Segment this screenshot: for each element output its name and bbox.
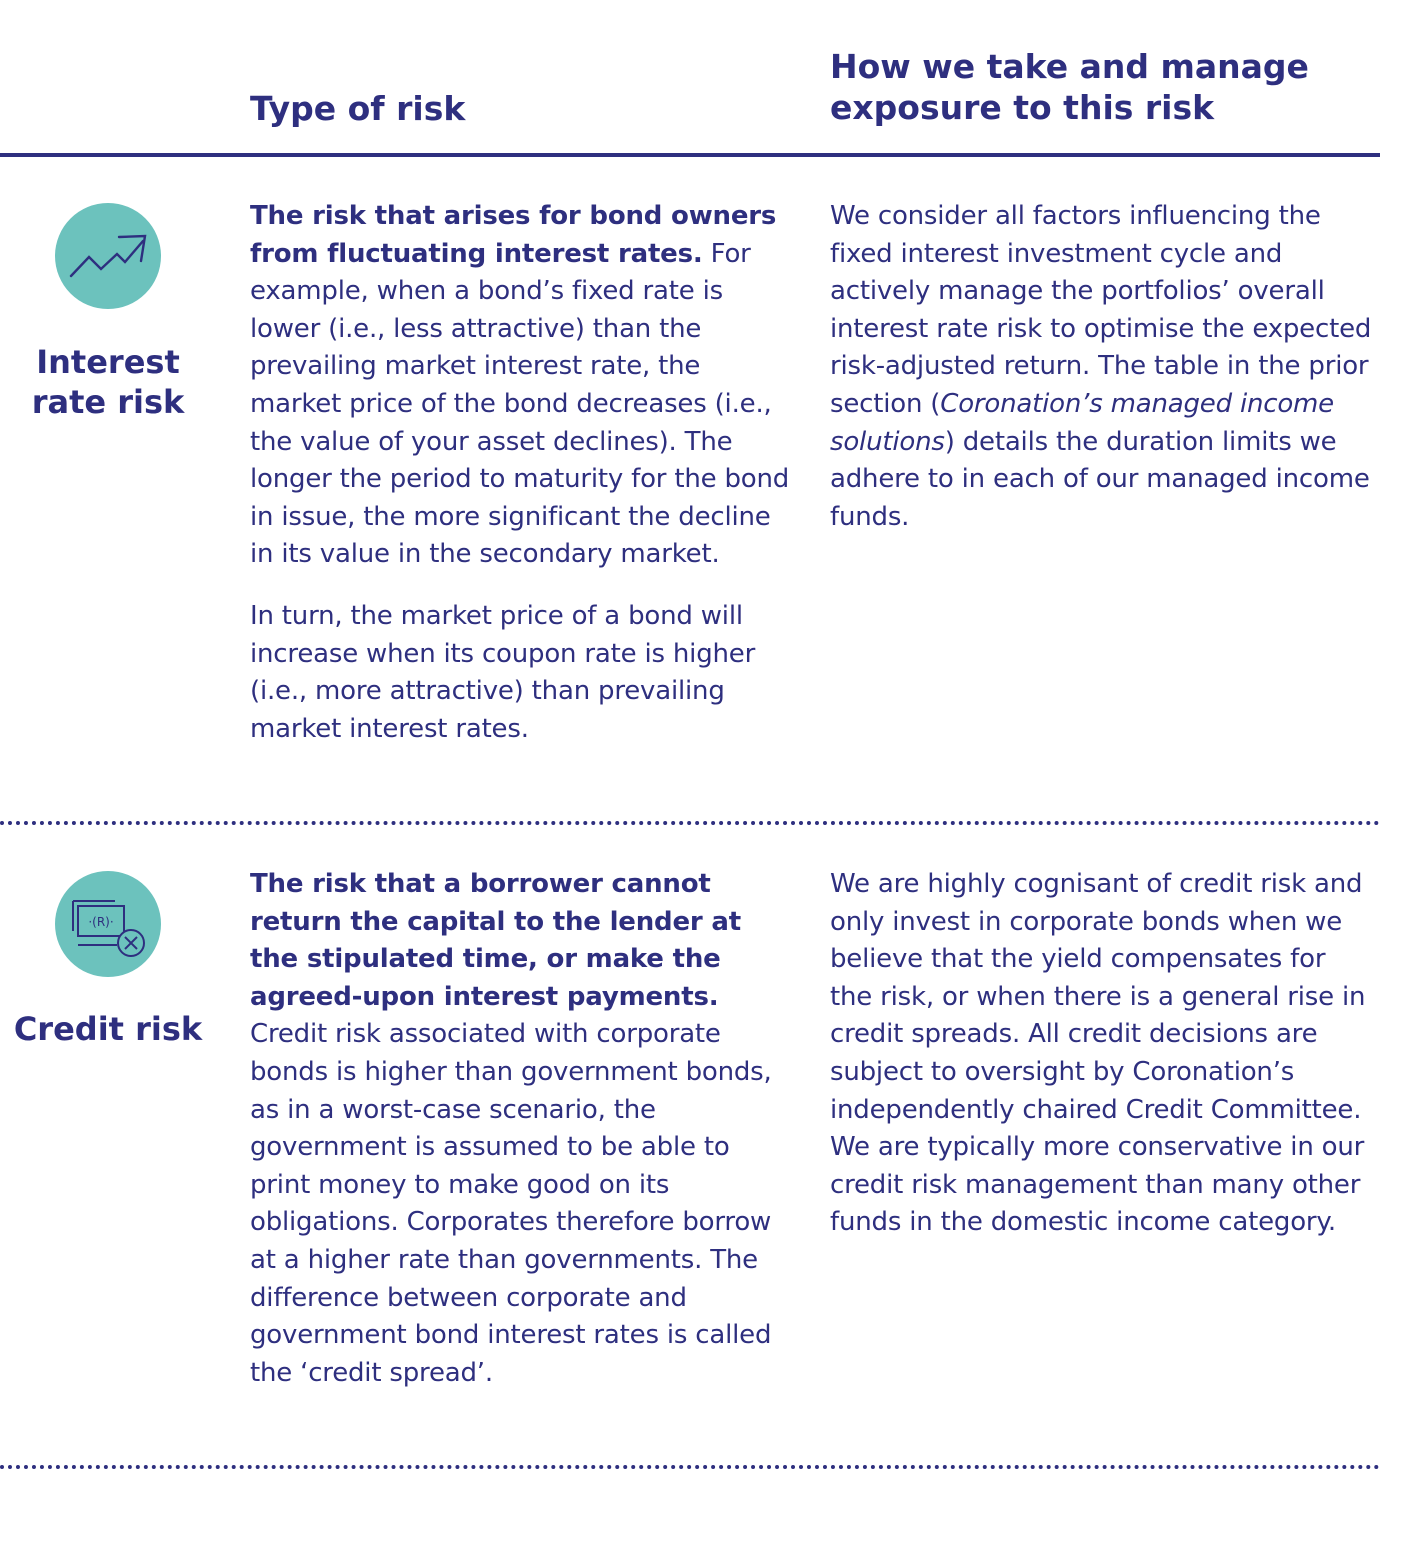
row-divider-1 [0, 821, 1380, 825]
interest-rate-management-text [830, 198, 1375, 536]
risk-name-interest-rate-line2: rate risk [31, 383, 185, 421]
credit-risk-icon-circle [55, 871, 161, 977]
column-header-how-we-manage-line1: How we take and manage [830, 47, 1309, 86]
credit-type-description [250, 866, 790, 1392]
credit-type-body: Credit risk associated with corporate bonds is higher than government bonds, as in a worst-case scenario, the government is assumed to be able to print money to make good on its obligations. Corporates therefore borrow at a higher rate than governments. The difference between corporate and government bond interest rates is called the ‘credit spread’. [250, 1019, 772, 1388]
risk-name-interest-rate-line1: Interest [36, 343, 180, 381]
credit-type-lead: The risk that a borrower cannot return the capital to the lender at the stipulated time, or make the agreed-upon interest payments. [250, 869, 741, 1012]
trend-up-arrow-icon [55, 203, 161, 309]
interest-rate-type-body-2: In turn, the market price of a bond will increase when its coupon rate is higher (i.e., more attractive) than prevailing market interest rates. [250, 600, 756, 744]
interest-rate-manage-part1: We consider all factors influencing the fixed interest investment cycle and actively manage the portfolios’ overall interest rate risk to optimise the expected risk-adjusted return. The table in the prior section ( [830, 201, 1372, 419]
interest-rate-manage-italic-reference: Coronation’s managed income solutions [830, 388, 1334, 457]
interest-rate-type-lead: The risk that arises for bond owners from fluctuating interest rates. [250, 201, 777, 269]
banknote-currency-label: ·(R)· [88, 915, 114, 929]
header-divider [0, 153, 1380, 157]
credit-management-text [830, 866, 1370, 1242]
row-divider-2 [0, 1465, 1380, 1469]
column-header-type-of-risk: Type of risk [250, 89, 466, 128]
interest-rate-type-body: For example, when a bond’s fixed rate is lower (i.e., less attractive) than the prevailing market interest rate, the market price of the bond decreases (i.e., the value of your asset declines). The longer the period to maturity for the bond in issue, the more significant the decline in its value in the secondary market. [250, 238, 790, 570]
risk-name-interest-rate [8, 342, 208, 422]
column-header-how-we-manage-line2: exposure to this risk [830, 88, 1215, 127]
interest-rate-risk-icon-circle [55, 203, 161, 309]
interest-rate-manage-part2: ) details the duration limits we adhere to in each of our managed income funds. [830, 426, 1370, 532]
interest-rate-type-description [250, 198, 790, 748]
column-header-how-we-manage [830, 46, 1390, 128]
credit-manage-body: We are highly cognisant of credit risk and only invest in corporate bonds when we believe that the yield compensates for the risk, or when there is a general rise in credit spreads. All credit decisions are subject to oversight by Coronation’s independently chaired Credit Committee. We are typically more conservative in our credit risk management than many other funds in the domestic income category. [830, 869, 1366, 1238]
risk-name-credit: Credit risk [13, 1010, 203, 1048]
banknote-cross-icon [55, 871, 161, 977]
